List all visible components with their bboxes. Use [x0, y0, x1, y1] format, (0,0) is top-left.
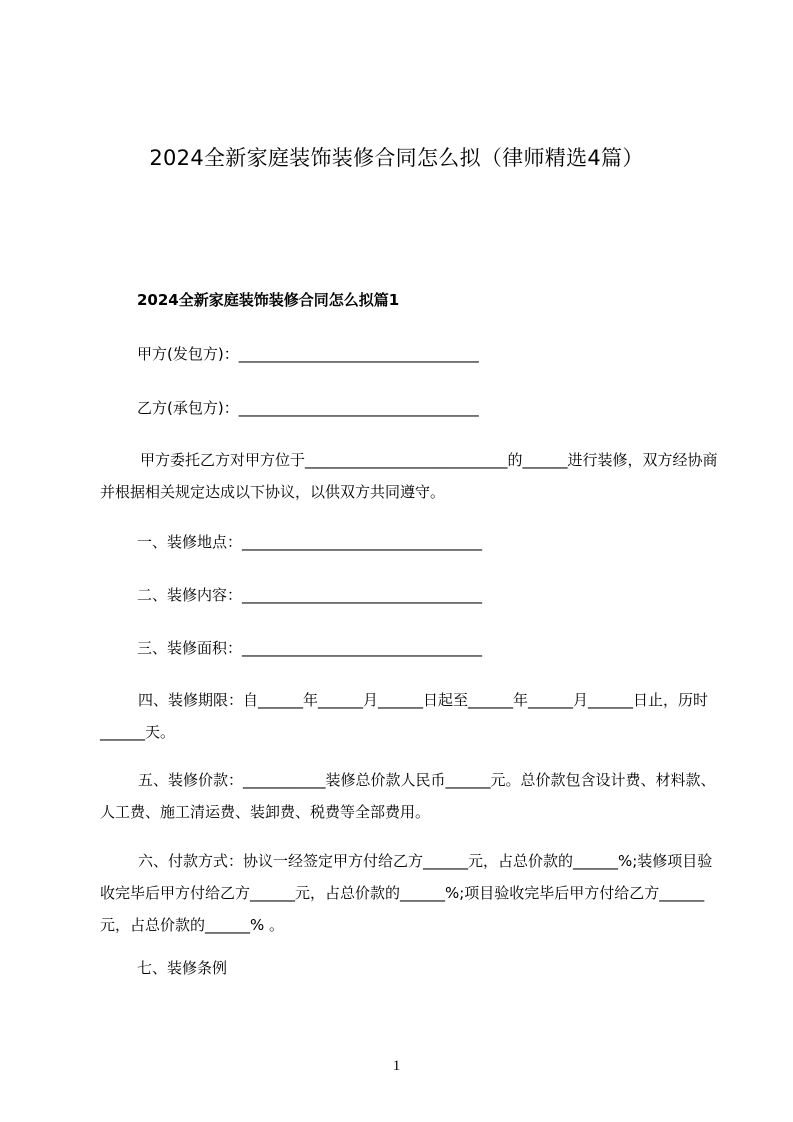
party-b-line: 乙方(承包方)：________________________________	[137, 399, 479, 417]
clause-payment: 六、付款方式：协议一经签定甲方付给乙方______元，占总价款的______%;装修项目验收完毕后甲方付给乙方______元，占总价款的______%;项目验收完毕后甲方付给乙方______元，占总价款的______% 。	[100, 852, 713, 934]
clause-content: 二、装修内容：________________________________	[137, 586, 483, 604]
clause-period: 四、装修期限：自______年______月______日起至______年______月______日止，历时______天。	[100, 691, 709, 741]
clause-price: 五、装修价款：___________装修总价款人民币______元。总价款包含设计费、材料款、人工费、施工清运费、装卸费、税费等全部费用。	[100, 771, 716, 821]
clause-area: 三、装修面积：________________________________	[137, 639, 483, 657]
preamble-paragraph: 甲方委托乙方对甲方位于___________________________的______进行装修，双方经协商并根据相关规定达成以下协议，以供双方共同遵守。	[100, 451, 718, 501]
page-number: 1	[392, 1058, 401, 1074]
document-title: 2024全新家庭装饰装修合同怎么拟（律师精选4篇）	[149, 146, 644, 170]
clause-location: 一、装修地点：________________________________	[137, 533, 483, 551]
clause-regulations: 七、装修条例	[137, 959, 228, 977]
party-a-line: 甲方(发包方)：________________________________	[137, 345, 479, 363]
section-heading: 2024全新家庭装饰装修合同怎么拟篇1	[137, 291, 400, 309]
